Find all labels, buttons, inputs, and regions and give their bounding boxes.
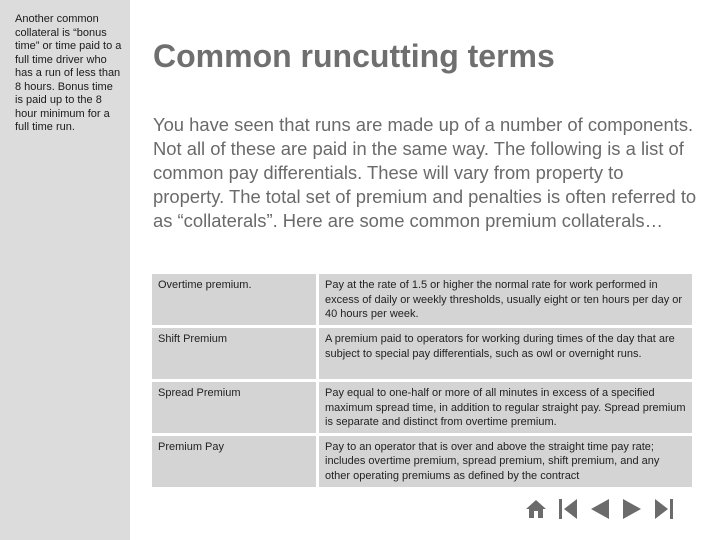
term-cell: Overtime premium.: [152, 274, 319, 328]
term-cell: Shift Premium: [152, 328, 319, 382]
next-slide-button[interactable]: [619, 495, 645, 523]
slide-navigation: [523, 495, 677, 523]
last-slide-button[interactable]: [651, 495, 677, 523]
term-cell: Premium Pay: [152, 436, 319, 490]
table-row: [152, 382, 692, 436]
home-icon: [525, 498, 547, 520]
definition-cell: Pay equal to one-half or more of all minutes in excess of a specified maximum spread time, in addition to regular straight pay. Spread premium is separate and distinct from overtime premium.: [319, 382, 692, 436]
previous-slide-button[interactable]: [587, 495, 613, 523]
terms-table: [152, 274, 692, 490]
table-row: [152, 274, 692, 328]
definition-cell: Pay to an operator that is over and above the straight time pay rate; includes overtime premium, spread premium, shift premium, and any other operating premiums as defined by the contract: [319, 436, 692, 490]
sidebar-note: Another common collateral is “bonus time” or time paid to a full time driver who has a run of less than 8 hours. Bonus time is paid up to the 8 hour minimum for a full time run.: [15, 13, 122, 133]
table-row: [152, 328, 692, 382]
slide-title: Common runcutting terms: [153, 38, 555, 74]
first-slide-button[interactable]: [555, 495, 581, 523]
notes-sidebar: [0, 0, 130, 540]
term-cell: Spread Premium: [152, 382, 319, 436]
home-button[interactable]: [523, 495, 549, 523]
definition-cell: A premium paid to operators for working during times of the day that are subject to special pay differentials, such as owl or overnight runs.: [319, 328, 692, 382]
slide-intro: You have seen that runs are made up of a number of components. Not all of these are paid in the same way. The following is a list of common pay differentials. These will vary from property to property. The total set of premium and penalties is often referred to as “collaterals”. Here are some common premium collaterals…: [153, 114, 697, 231]
previous-slide-icon: [589, 497, 611, 521]
table-row: [152, 436, 692, 490]
definition-cell: Pay at the rate of 1.5 or higher the normal rate for work performed in excess of daily or weekly thresholds, usually eight or ten hours per day or 40 hours per week.: [319, 274, 692, 328]
last-slide-icon: [653, 497, 675, 521]
first-slide-icon: [557, 497, 579, 521]
next-slide-icon: [621, 497, 643, 521]
